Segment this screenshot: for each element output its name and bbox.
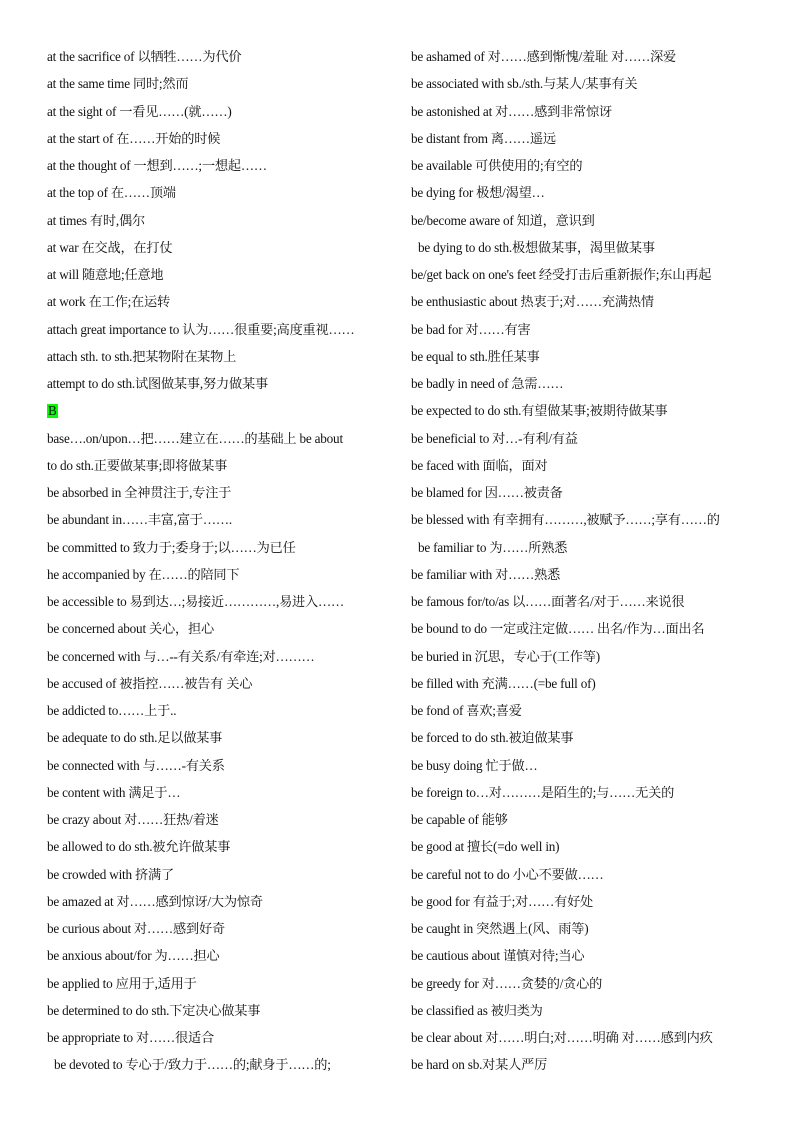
phrase-line: be allowed to do sth.被允许做某事 xyxy=(47,839,231,855)
phrase-line: be hard on sb.对某人严厉 xyxy=(411,1057,548,1073)
phrase-line: be committed to 致力于;委身于;以……为已任 xyxy=(47,539,296,555)
phrase-line: be famous for/to/as 以……面著名/对于……来说很 xyxy=(411,594,685,609)
left-column xyxy=(47,43,397,1079)
phrase-line: be crowded with 挤满了 xyxy=(47,866,174,882)
phrase-line: be curious about 对……感到好奇 xyxy=(47,921,225,936)
phrase-line: be abundant in……丰富,富于……. xyxy=(47,512,232,528)
phrase-line: be absorbed in 全神贯注于,专注于 xyxy=(47,485,232,500)
phrase-line: be concerned with 与…--有关系/有牵连;对……… xyxy=(47,648,315,664)
phrase-line: at the thought of 一想到……;一想起…… xyxy=(47,158,267,173)
phrase-line: be amazed at 对……感到惊讶/大为惊奇 xyxy=(47,893,263,909)
phrase-line: be connected with 与……-有关系 xyxy=(47,757,225,773)
phrase-line: at the start of 在……开始的时候 xyxy=(47,130,221,146)
phrase-line: be clear about 对……明白;对……明确 对……感到内疚 xyxy=(411,1030,713,1045)
phrase-line: be astonished at 对……感到非常惊讶 xyxy=(411,103,613,119)
phrase-line: be crazy about 对……狂热/着迷 xyxy=(47,812,219,827)
phrase-line: be adequate to do sth.足以做某事 xyxy=(47,730,223,746)
phrase-line: base….on/upon…把……建立在……的基础上 be about xyxy=(47,430,343,446)
phrase-line: be enthusiastic about 热衷于;对……充满热情 xyxy=(411,294,654,310)
phrase-line: be classified as 被归类为 xyxy=(411,1002,543,1018)
phrase-line: be applied to 应用于,适用于 xyxy=(47,975,197,991)
phrase-line: at the sacrifice of 以牺牲……为代价 xyxy=(47,49,242,64)
phrase-line: be dying for 极想/渴望… xyxy=(411,185,545,201)
phrase-line: be expected to do sth.有望做某事;被期待做某事 xyxy=(411,403,668,419)
phrase-line: at the sight of 一看见……(就……) xyxy=(47,103,232,119)
phrase-line: be/become aware of 知道，意识到 xyxy=(411,212,595,228)
phrase-line: attach sth. to sth.把某物附在某物上 xyxy=(47,348,237,364)
section-heading-line xyxy=(47,397,397,424)
phrase-line: be fond of 喜欢;喜爱 xyxy=(411,703,522,718)
phrase-line: be equal to sth.胜任某事 xyxy=(411,348,540,364)
right-column xyxy=(411,43,761,1079)
phrase-line: be concerned about 关心，担心 xyxy=(47,621,214,637)
phrase-line: be determined to do sth.下定决心做某事 xyxy=(47,1002,261,1018)
phrase-line: be accessible to 易到达…;易接近…………,易进入…… xyxy=(47,594,345,609)
phrase-line: be careful not to do 小心不要做…… xyxy=(411,866,604,882)
phrase-line: at war 在交战，在打仗 xyxy=(47,239,173,255)
phrase-line: be caught in 突然遇上(风、雨等) xyxy=(411,921,589,936)
phrase-line: be blessed with 有幸拥有………,被赋予……;享有……的 xyxy=(411,512,720,528)
phrase-line: be ashamed of 对……感到惭愧/羞耻 对……深爱 xyxy=(411,49,677,64)
phrase-line: at will 随意地;任意地 xyxy=(47,267,164,282)
phrase-line: be cautious about 谨慎对待;当心 xyxy=(411,948,585,964)
phrase-line: to do sth.正要做某事;即将做某事 xyxy=(47,457,228,473)
phrase-line: be busy doing 忙于做… xyxy=(411,757,538,773)
phrase-line: be devoted to 专心于/致力于……的;献身于……的; xyxy=(54,1057,331,1073)
phrase-line: be capable of 能够 xyxy=(411,812,508,827)
phrase-line: be faced with 面临，面对 xyxy=(411,457,548,473)
phrase-line: be beneficial to 对…-有利/有益 xyxy=(411,430,578,446)
phrase-line: be blamed for 因……被责备 xyxy=(411,485,563,500)
phrase-line: be badly in need of 急需…… xyxy=(411,376,564,391)
phrase-line: be bad for 对……有害 xyxy=(411,321,531,337)
phrase-line: be familiar with 对……熟悉 xyxy=(411,566,561,582)
phrase-line: be available 可供使用的;有空的 xyxy=(411,158,583,173)
phrase-line: be anxious about/for 为……担心 xyxy=(47,948,220,964)
phrase-line: be dying to do sth.极想做某事，渴里做某事 xyxy=(418,239,655,255)
phrase-line: be associated with sb./sth.与某人/某事有关 xyxy=(411,76,638,92)
phrase-line: at work 在工作;在运转 xyxy=(47,294,171,310)
phrase-line: be appropriate to 对……很适合 xyxy=(47,1030,214,1045)
phrase-line: be familiar to 为……所熟悉 xyxy=(418,539,568,555)
phrase-line: at times 有时,偶尔 xyxy=(47,212,145,228)
phrase-line: be content with 满足于… xyxy=(47,784,181,800)
phrase-line: he accompanied by 在……的陪同下 xyxy=(47,566,240,582)
phrase-line: be accused of 被指控……被告有 关心 xyxy=(47,675,253,691)
phrase-line: at the same time 同时;然而 xyxy=(47,76,189,92)
phrase-line: attempt to do sth.试图做某事,努力做某事 xyxy=(47,376,268,391)
phrase-line: be/get back on one's feet 经受打击后重新振作;东山再起 xyxy=(411,267,712,282)
phrase-line: be bound to do 一定或注定做…… 出名/作为…面出名 xyxy=(411,621,705,637)
phrase-line: attach great importance to 认为……很重要;高度重视…… xyxy=(47,321,355,337)
section-letter-highlight: B xyxy=(48,403,57,419)
phrase-line: be good at 擅长(=do well in) xyxy=(411,839,560,855)
phrase-line: be distant from 离……遥远 xyxy=(411,130,556,146)
phrase-line: be addicted to……上于.. xyxy=(47,703,177,718)
phrase-line: be filled with 充满……(=be full of) xyxy=(411,675,596,691)
phrase-line: be forced to do sth.被迫做某事 xyxy=(411,730,574,746)
phrase-line: be good for 有益于;对……有好处 xyxy=(411,893,594,909)
phrase-line: be foreign to…对………是陌生的;与……无关的 xyxy=(411,784,675,800)
phrase-line: be greedy for 对……贪婪的/贪心的 xyxy=(411,975,603,991)
phrase-line: at the top of 在……顶端 xyxy=(47,185,176,201)
phrase-line: be buried in 沉思，专心于(工作等) xyxy=(411,648,600,664)
